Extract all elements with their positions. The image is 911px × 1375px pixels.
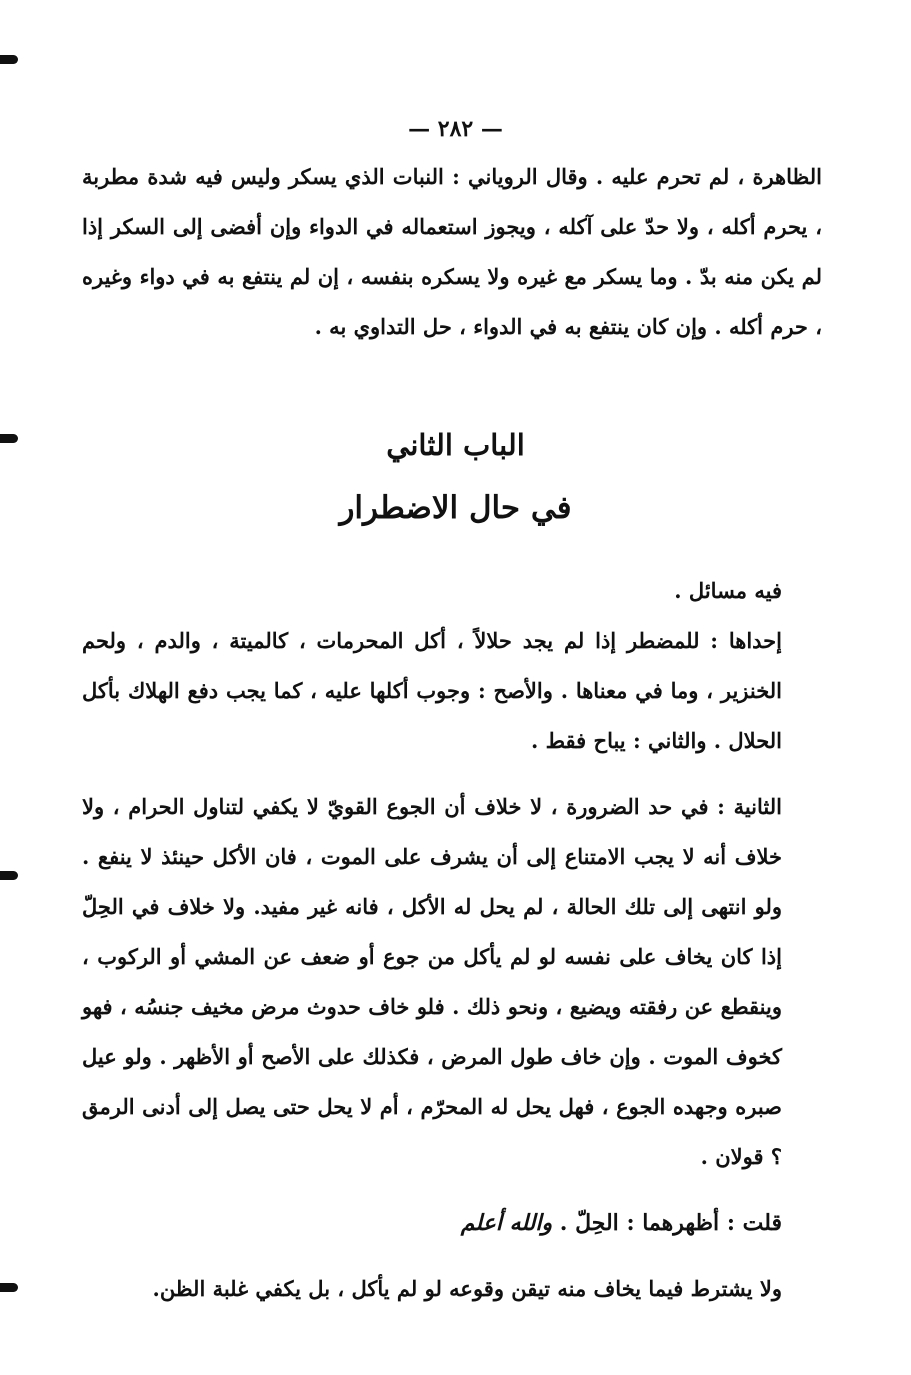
closing-line: [82, 1198, 822, 1248]
intro-section: [82, 152, 822, 352]
final-paragraph: ولا يشترط فيما يخاف منه تيقن وقوعه لو لم يأكل ، بل يكفي غلبة الظن.: [152, 1276, 782, 1301]
spacer: [82, 1248, 822, 1264]
intro-paragraph: الظاهرة ، لم تحرم عليه . وقال الروياني : النبات الذي يسكر وليس فيه شدة مطربة ، يحرم أكله ، ولا حدّ على آكله ، ويجوز استعماله في الدواء وإن أفضى إلى السكر إذا لم يكن منه بدّ . وما يسكر مع غيره ولا يسكره بنفسه ، إن لم ينتفع به في دواء وغيره ، حرم أكله . وإن كان ينتفع به في الدواء ، حل التداوي به .: [82, 164, 822, 339]
closing-statement: قلت : أظهرهما : الحِلّ .: [559, 1210, 782, 1236]
page-edge-mark: [0, 55, 18, 64]
issue-one-paragraph: إحداها : للمضطر إذا لم يجد حلالاً ، أكل المحرمات ، كالميتة ، والدم ، ولحم الخنزير ، وما في معناها . والأصح : وجوب أكلها عليه ، كما يجب دفع الهلاك بأكل الحلال . والثاني : يباح فقط .: [82, 628, 782, 753]
page-edge-mark: [0, 1283, 18, 1292]
spacer: [82, 1182, 822, 1198]
chapter-body: [82, 566, 822, 1314]
issue-two-paragraph: الثانية : في حد الضرورة ، لا خلاف أن الجوع القويّ لا يكفي لتناول الحرام ، ولا خلاف أنه لا يجب الامتناع إلى أن يشرف على الموت ، فان الأكل حينئذ لا ينفع . ولو انتهى إلى تلك الحالة ، لم يحل له الأكل ، فانه غير مفيد. ولا خلاف في الحِلّ إذا كان يخاف على نفسه لو لم يأكل من جوع أو ضعف عن المشي أو الركوب ، وينقطع عن رفقته ويضيع ، ونحو ذلك . فلو خاف حدوث مرض مخيف جنسُه ، فهو كخوف الموت . وإن خاف طول المرض ، فكذلك على الأصح أو الأظهر . ولو عيل صبره وجهده الجوع ، فهل يحل له المحرّم ، أم لا يحل حتى يصل إلى أدنى الرمق ؟ قولان .: [82, 794, 782, 1169]
chapter-subtitle: في حال الاضطرار: [339, 490, 572, 526]
page-number: — ٢٨٢ —: [408, 116, 503, 142]
chapter-title: الباب الثاني: [386, 428, 525, 462]
issues-intro: فيه مسائل .: [674, 578, 782, 603]
page-edge-mark: [0, 871, 18, 880]
closing-signature: والله أعلم: [460, 1210, 553, 1236]
spacer: [82, 766, 822, 782]
